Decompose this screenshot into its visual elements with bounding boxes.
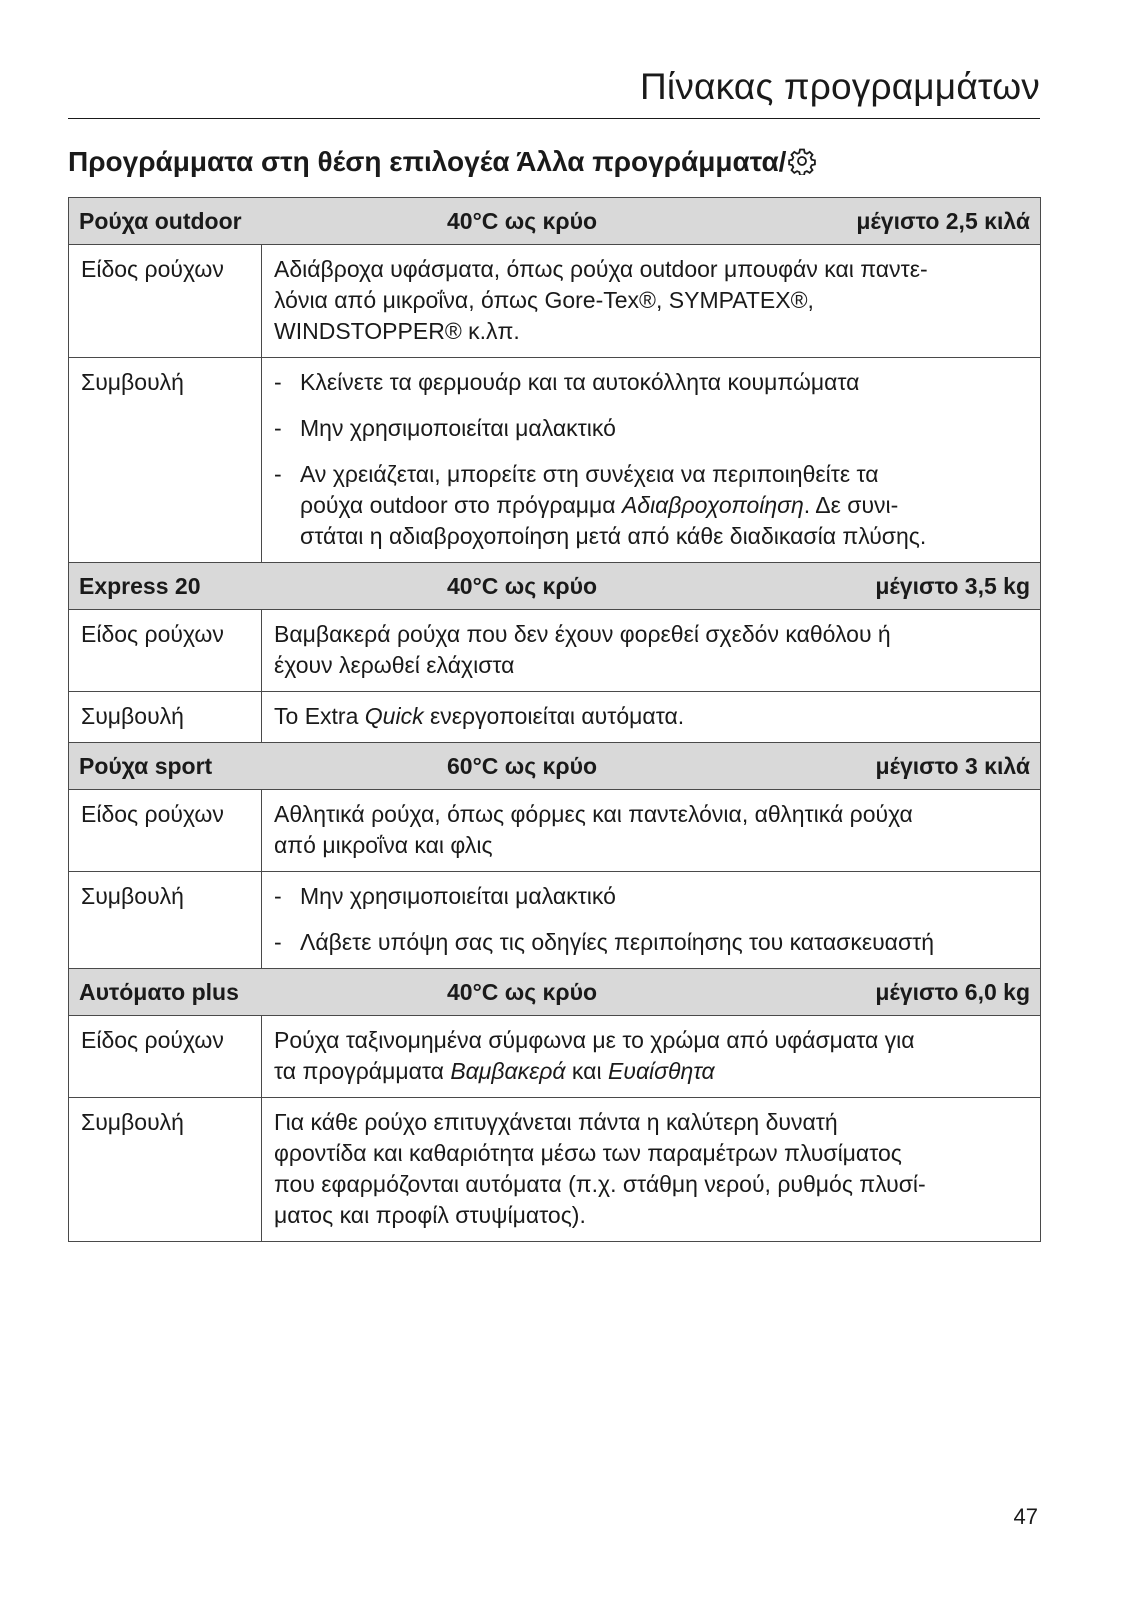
text-segment: ενεργοποιείται αυτόματα.: [423, 703, 685, 729]
table-row: [69, 692, 1041, 743]
text-segment: και: [565, 1058, 608, 1084]
text-line: που εφαρμόζονται αυτόματα (π.χ. στάθμη νερού, ρυθμός πλυσί-: [274, 1171, 926, 1197]
program-name: Ρούχα sport: [79, 752, 213, 779]
text-segment: . Δε συνι-: [803, 492, 899, 518]
table-row: [69, 872, 1041, 969]
row-label: Είδος ρούχων: [69, 610, 262, 692]
text-line: ματος και προφίλ στυψίματος).: [274, 1202, 586, 1228]
row-label: Συμβουλή: [69, 692, 262, 743]
list-item: - Μην χρησιμοποιείται μαλακτικό: [274, 881, 1030, 912]
text-line: φροντίδα και καθαριότητα μέσω των παραμέτρων πλυσίματος: [274, 1140, 902, 1166]
table-row: [69, 610, 1041, 692]
program-name: Express 20: [79, 572, 201, 599]
program-header-express: [69, 563, 1041, 610]
program-load: μέγιστο 6,0 kg: [875, 978, 1030, 1005]
header-title: Πίνακας προγραμμάτων: [640, 66, 1040, 107]
row-label: Συμβουλή: [69, 358, 262, 563]
program-temperature: 60°C ως κρύο: [447, 752, 598, 779]
section-title: [68, 146, 816, 182]
table-row: [69, 1098, 1041, 1242]
row-content: [262, 610, 1041, 692]
text-line: Αδιάβροχα υφάσματα, όπως ρούχα outdoor μπουφάν και παντε-: [274, 256, 928, 282]
program-temperature: 40°C ως κρύο: [447, 207, 598, 234]
row-content: [262, 1098, 1041, 1242]
text-line: WINDSTOPPER® κ.λπ.: [274, 318, 520, 344]
row-content: [262, 245, 1041, 358]
text-line: στάται η αδιαβροχοποίηση μετά από κάθε διαδικασία πλύσης.: [300, 523, 927, 549]
table-row: [69, 790, 1041, 872]
gear-icon: [788, 147, 816, 182]
table-row: [69, 245, 1041, 358]
program-header-auto-plus: [69, 969, 1041, 1016]
text-line: από μικροΐνα και φλις: [274, 832, 493, 858]
row-label: Είδος ρούχων: [69, 790, 262, 872]
program-temperature: 40°C ως κρύο: [447, 978, 598, 1005]
page-number: 47: [1013, 1504, 1038, 1529]
program-name: Αυτόματο plus: [79, 978, 239, 1005]
row-label: Συμβουλή: [69, 1098, 262, 1242]
text-line: Ρούχα ταξινομημένα σύμφωνα με το χρώμα από υφάσματα για: [274, 1027, 915, 1053]
table-row: [69, 1016, 1041, 1098]
program-load: μέγιστο 3,5 kg: [875, 572, 1030, 599]
page-header: [68, 60, 1040, 119]
program-reference: Βαμβακερά: [450, 1058, 566, 1084]
row-content: [262, 692, 1041, 743]
row-content: [262, 1016, 1041, 1098]
row-content: [262, 872, 1041, 969]
list-item: - Κλείνετε τα φερμουάρ και τα αυτοκόλλητα κουμπώματα: [274, 367, 1030, 398]
list-item: - Λάβετε υπόψη σας τις οδηγίες περιποίησης του κατασκευαστή: [274, 927, 1030, 958]
section-title-text: Προγράμματα στη θέση επιλογέα Άλλα προγράμματα/: [68, 146, 787, 177]
program-load: μέγιστο 3 κιλά: [875, 752, 1030, 779]
row-label: Είδος ρούχων: [69, 245, 262, 358]
program-table: [68, 197, 1041, 1242]
row-label: Είδος ρούχων: [69, 1016, 262, 1098]
text-segment: τα προγράμματα: [274, 1058, 451, 1084]
row-content: [262, 358, 1041, 563]
text-segment: ρούχα outdoor στο πρόγραμμα: [300, 492, 622, 518]
program-header-sport: [69, 743, 1041, 790]
list-item: [274, 459, 1030, 552]
text-line: λόνια από μικροΐνα, όπως Gore-Tex®, SYMPATEX®,: [274, 287, 814, 313]
text-segment: Το Extra: [274, 703, 365, 729]
text-line: Βαμβακερά ρούχα που δεν έχουν φορεθεί σχεδόν καθόλου ή: [274, 621, 891, 647]
row-label: Συμβουλή: [69, 872, 262, 969]
option-reference: Quick: [364, 703, 424, 729]
text-line: Αθλητικά ρούχα, όπως φόρμες και παντελόνια, αθλητικά ρούχα: [274, 801, 913, 827]
tip-list: [274, 881, 1030, 958]
table-row: [69, 358, 1041, 563]
text-line: έχουν λερωθεί ελάχιστα: [274, 652, 515, 678]
program-name: Ρούχα outdoor: [79, 207, 242, 234]
row-content: [262, 790, 1041, 872]
program-temperature: 40°C ως κρύο: [447, 572, 598, 599]
program-reference: Αδιαβροχοποίηση: [621, 492, 804, 518]
text-line: Αν χρειάζεται, μπορείτε στη συνέχεια να περιποιηθείτε τα: [300, 461, 879, 487]
tip-list: [274, 367, 1030, 552]
list-item: - Μην χρησιμοποιείται μαλακτικό: [274, 413, 1030, 444]
program-header-outdoor: [69, 198, 1041, 245]
text-line: Για κάθε ρούχο επιτυγχάνεται πάντα η καλύτερη δυνατή: [274, 1109, 838, 1135]
program-reference: Ευαίσθητα: [607, 1058, 715, 1084]
program-load: μέγιστο 2,5 κιλά: [856, 207, 1030, 234]
